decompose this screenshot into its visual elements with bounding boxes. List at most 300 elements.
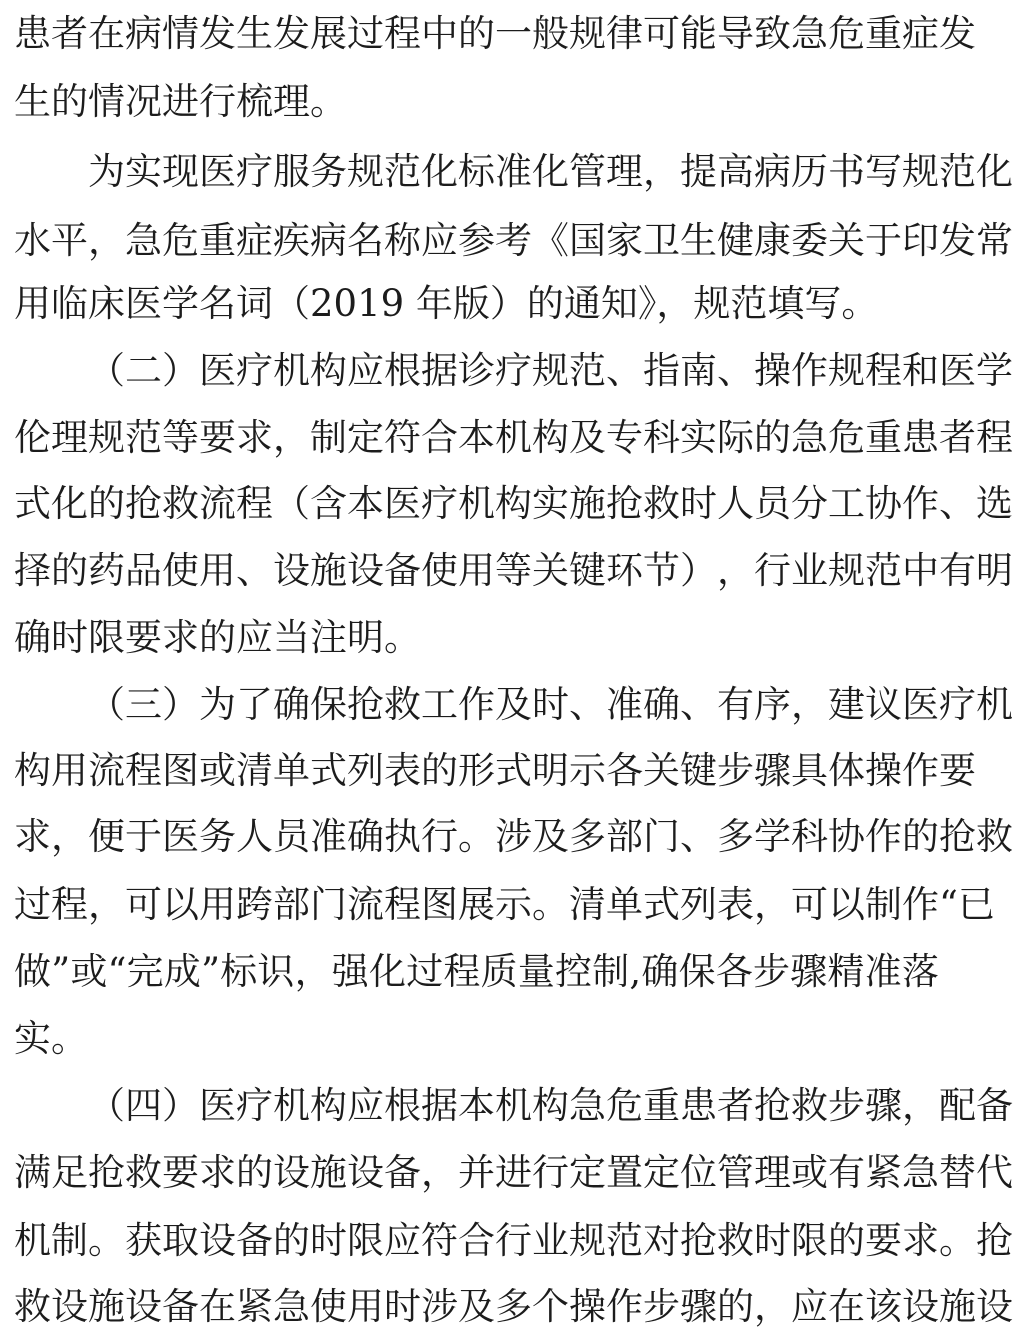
text-char: 表 (717, 883, 754, 926)
text-char: 议 (865, 683, 902, 726)
text-char: 规 (569, 1219, 606, 1262)
text-char: 的 (902, 815, 939, 858)
text-char: 、 (606, 349, 643, 392)
text-char: 选 (976, 482, 1013, 525)
text-char: 展 (310, 12, 347, 55)
text-char: ， (294, 950, 332, 993)
text-char: 范 (384, 150, 421, 193)
text-char: 键 (569, 549, 606, 592)
text-char: 理 (606, 150, 643, 193)
text-char: 要 (865, 1219, 902, 1262)
text-char: 在 (199, 1285, 236, 1328)
text-char: 准 (495, 150, 532, 193)
text-char: 作 (865, 815, 902, 858)
text-char: 保 (310, 683, 347, 726)
text-char: 现 (162, 150, 199, 193)
text-char: 设 (347, 549, 384, 592)
text-char: 患 (680, 1084, 717, 1127)
text-char: 构 (532, 416, 569, 459)
text-char: 救 (14, 1285, 51, 1328)
text-line (14, 741, 976, 801)
text-char: 满 (14, 1151, 51, 1194)
text-char: 设 (902, 1285, 939, 1328)
text-char: 重 (199, 219, 236, 262)
text-char: 程 (976, 416, 1013, 459)
text-line (14, 1143, 1013, 1203)
text-char: 有 (717, 683, 754, 726)
text-char: 列 (680, 883, 717, 926)
text-char: 时 (310, 1219, 347, 1262)
text-char: 行 (754, 549, 791, 592)
text-char: 施 (939, 1285, 976, 1328)
text-char: 清 (569, 883, 606, 926)
text-char: ， (88, 883, 125, 926)
text-char: 使 (310, 1285, 347, 1328)
text-char: 及 (532, 815, 569, 858)
text-char: 规 (828, 549, 865, 592)
text-char: 药 (88, 549, 125, 592)
text-char: 人 (717, 482, 754, 525)
text-char: 施 (88, 1285, 125, 1328)
text-char: 作 (458, 683, 495, 726)
text-char: （ (273, 482, 310, 525)
text-char: 具 (791, 749, 828, 792)
text-char: 范 (125, 416, 162, 459)
text-char: 制 (865, 883, 902, 926)
text-char: 的 (754, 416, 791, 459)
text-char: 步 (753, 950, 790, 993)
text-char: 保 (678, 950, 716, 993)
text-line (14, 1211, 1013, 1271)
text-char: 的 (828, 1219, 865, 1262)
text-char: 设 (347, 1151, 384, 1194)
text-char: 限 (791, 1219, 828, 1262)
text-char: 合 (421, 416, 458, 459)
text-char: 程 (384, 12, 421, 55)
text-char: 卫 (643, 219, 680, 262)
text-line (14, 474, 1013, 534)
text-line (14, 408, 1013, 468)
text-char: 及 (458, 1285, 495, 1328)
text-char: 各 (715, 950, 753, 993)
text-char: 疗 (236, 1084, 273, 1127)
text-char: 生 (236, 12, 273, 55)
text-char: 中 (421, 12, 458, 55)
text-char: 抢 (347, 683, 384, 726)
text-char: 名 (347, 219, 384, 262)
text-char: 式 (14, 482, 51, 525)
text-char: 据 (421, 349, 458, 392)
text-char: 化 (369, 950, 406, 993)
text-char: 示 (495, 883, 532, 926)
text-char: “ (107, 950, 127, 993)
text-char: 品 (125, 549, 162, 592)
text-line (88, 341, 1013, 401)
text-char: ） (680, 549, 717, 592)
text-char: 图 (162, 749, 199, 792)
text-char: 足 (51, 1151, 88, 1194)
text-char: 部 (273, 883, 310, 926)
text-line (14, 942, 939, 1002)
text-char: 的 (458, 12, 495, 55)
text-char: 部 (606, 815, 643, 858)
text-char: 设 (199, 1219, 236, 1262)
text-char: 符 (384, 416, 421, 459)
text-char: 量 (517, 950, 555, 993)
text-char: 可 (125, 883, 162, 926)
text-char: ， (717, 549, 754, 592)
text-char: 进 (495, 1151, 532, 1194)
text-char: 识 (257, 950, 295, 993)
text-char: 施 (569, 482, 606, 525)
text-char: 作 (902, 482, 939, 525)
text-char: ） (162, 1084, 199, 1127)
text-char: 跨 (236, 883, 273, 926)
text-char: 涉 (421, 1285, 458, 1328)
text-char: 伦 (14, 416, 51, 459)
text-char: 应 (347, 349, 384, 392)
text-char: 规 (569, 12, 606, 55)
text-char: 急 (569, 1084, 606, 1127)
text-char: 单 (606, 883, 643, 926)
text-line (14, 807, 1013, 867)
text-char: 多 (717, 815, 754, 858)
text-char: 备 (236, 1219, 273, 1262)
text-char: 在 (88, 12, 125, 55)
text-char: 行 (532, 1151, 569, 1194)
text-char: 定 (643, 1151, 680, 1194)
text-char: 专 (606, 416, 643, 459)
text-char: 用 (458, 549, 495, 592)
text-char: 求 (236, 416, 273, 459)
text-char: 备 (384, 549, 421, 592)
text-char: 体 (828, 749, 865, 792)
text-line (88, 142, 1013, 202)
text-char: 实 (532, 482, 569, 525)
text-char: 危 (828, 12, 865, 55)
text-char: 救 (162, 482, 199, 525)
text-char: 务 (310, 150, 347, 193)
text-char: 精 (827, 950, 865, 993)
text-char: 列 (347, 749, 384, 792)
text-char: 明 (976, 549, 1013, 592)
text-char: 备 (162, 1285, 199, 1328)
text-char: 、 (680, 815, 717, 858)
text-char: 学 (976, 349, 1013, 392)
text-char: 科 (643, 416, 680, 459)
text-char: 书 (828, 150, 865, 193)
text-char: , (629, 950, 642, 993)
text-char: 流 (199, 482, 236, 525)
text-char: 。 (458, 815, 495, 858)
text-char: 用 (51, 749, 88, 792)
text-char: ， (902, 1084, 939, 1127)
text-char: 规 (902, 150, 939, 193)
text-char: 业 (532, 1219, 569, 1262)
text-line (14, 211, 1013, 271)
text-char: 时 (680, 482, 717, 525)
text-char: 制 (310, 416, 347, 459)
text-char: 化 (421, 150, 458, 193)
text-char: 范 (939, 150, 976, 193)
text-char: 。 (939, 1219, 976, 1262)
text-char: 能 (680, 12, 717, 55)
text-char: 作 (902, 883, 939, 926)
text-char: 多 (569, 815, 606, 858)
text-char: （ (88, 683, 125, 726)
text-char: 设 (976, 1285, 1013, 1328)
text-line: 用临床医学名词（2019 年版）的通知》，规范填写。 (14, 282, 879, 325)
text-char: 疗 (236, 150, 273, 193)
text-char: 展 (458, 883, 495, 926)
text-char: 工 (421, 683, 458, 726)
text-char: 骤 (754, 749, 791, 792)
text-char: 成 (163, 950, 201, 993)
text-char: ， (754, 1285, 791, 1328)
text-char: 患 (902, 416, 939, 459)
text-char: 康 (754, 219, 791, 262)
text-char: 考 (495, 219, 532, 262)
text-char: 印 (902, 219, 939, 262)
text-char: 要 (199, 416, 236, 459)
text-char: 救 (643, 482, 680, 525)
text-char: 协 (865, 482, 902, 525)
text-char: 、 (569, 683, 606, 726)
text-char: 步 (643, 1285, 680, 1328)
text-char: 危 (828, 416, 865, 459)
text-char: 急 (791, 416, 828, 459)
text-char: 服 (273, 150, 310, 193)
text-char: 行 (495, 1219, 532, 1262)
text-char: 导 (717, 12, 754, 55)
text-char: 有 (939, 549, 976, 592)
text-char: ， (273, 416, 310, 459)
text-char: 用 (199, 883, 236, 926)
text-char: 程 (51, 883, 88, 926)
text-char: 根 (384, 1084, 421, 1127)
text-char: ， (51, 815, 88, 858)
text-char: 抢 (939, 815, 976, 858)
text-char: 委 (791, 219, 828, 262)
text-char: ， (754, 883, 791, 926)
text-line (14, 541, 1013, 601)
text-char: 时 (384, 1285, 421, 1328)
text-char: 式 (643, 883, 680, 926)
text-char: 机 (976, 683, 1013, 726)
text-char: 高 (717, 150, 754, 193)
text-char: 程 (865, 349, 902, 392)
text-char: 《 (532, 219, 569, 262)
text-char: 设 (125, 1285, 162, 1328)
text-char: 已 (957, 883, 995, 926)
text-char: 准 (606, 683, 643, 726)
text-char: 实 (125, 150, 162, 193)
text-char: 的 (273, 1219, 310, 1262)
text-char: 急 (273, 1285, 310, 1328)
text-char: 规 (88, 416, 125, 459)
text-char: ” (201, 950, 220, 993)
text-char: 救 (125, 1151, 162, 1194)
text-char: 重 (865, 12, 902, 55)
text-char: 的 (236, 1151, 273, 1194)
text-char: 关 (828, 219, 865, 262)
text-char: 求 (14, 815, 51, 858)
text-char: 并 (458, 1151, 495, 1194)
text-char: 准 (310, 815, 347, 858)
text-char: 理 (754, 1151, 791, 1194)
text-char: 或 (70, 950, 108, 993)
text-char: 和 (902, 349, 939, 392)
text-char: 情 (162, 12, 199, 55)
text-char: 位 (680, 1151, 717, 1194)
text-char: 的 (88, 482, 125, 525)
text-char: 个 (532, 1285, 569, 1328)
text-char: 形 (458, 749, 495, 792)
text-char: 危 (162, 219, 199, 262)
text-char: 际 (717, 416, 754, 459)
text-char: 确 (347, 815, 384, 858)
text-char: 门 (310, 883, 347, 926)
text-char: 过 (347, 12, 384, 55)
text-line (14, 875, 995, 935)
text-char: 常 (976, 219, 1013, 262)
text-char: ， (791, 683, 828, 726)
text-char: 行 (421, 815, 458, 858)
text-char: 序 (754, 683, 791, 726)
text-char: 医 (199, 150, 236, 193)
text-char: 备 (976, 1084, 1013, 1127)
text-char: 规 (347, 150, 384, 193)
text-char: 确 (273, 683, 310, 726)
text-char: 时 (754, 1219, 791, 1262)
text-char: 节 (643, 549, 680, 592)
text-char: 患 (14, 12, 51, 55)
text-char: 救 (717, 1219, 754, 1262)
text-line (14, 1277, 1013, 1337)
text-char: 救 (976, 815, 1013, 858)
text-char: 医 (199, 1084, 236, 1127)
text-char: 骤 (790, 950, 828, 993)
text-char: 标 (220, 950, 258, 993)
text-char: 发 (273, 12, 310, 55)
text-char: 平 (51, 219, 88, 262)
text-char: 要 (162, 1151, 199, 1194)
text-char: 抢 (88, 1151, 125, 1194)
text-char: 使 (162, 549, 199, 592)
text-char: 构 (14, 749, 51, 792)
text-char: 应 (347, 1084, 384, 1127)
text-char: 了 (236, 683, 273, 726)
text-char: （ (88, 1084, 125, 1127)
text-char: 及 (569, 416, 606, 459)
text-char: 规 (532, 349, 569, 392)
text-line (14, 4, 976, 64)
text-char: 制 (592, 950, 630, 993)
text-char: 取 (162, 1219, 199, 1262)
text-char: 于 (865, 219, 902, 262)
text-char: 做 (14, 950, 51, 993)
text-char: 、 (939, 482, 976, 525)
text-char: 程 (443, 950, 481, 993)
text-char: 应 (384, 1219, 421, 1262)
text-char: 流 (88, 749, 125, 792)
text-char: 施 (310, 549, 347, 592)
text-char: 求 (199, 1151, 236, 1194)
text-char: ， (88, 219, 125, 262)
text-char: 律 (606, 12, 643, 55)
text-char: 择 (14, 549, 51, 592)
text-char: 确 (641, 950, 679, 993)
text-char: 限 (347, 1219, 384, 1262)
text-char: 医 (902, 683, 939, 726)
text-char: 紧 (236, 1285, 273, 1328)
text-char: 在 (828, 1285, 865, 1328)
text-char: 要 (939, 749, 976, 792)
text-char: 写 (865, 150, 902, 193)
text-char: 可 (643, 12, 680, 55)
text-char: 示 (569, 749, 606, 792)
text-char: 中 (902, 549, 939, 592)
text-char: 应 (421, 219, 458, 262)
text-char: 构 (310, 1084, 347, 1127)
text-char: 步 (828, 1084, 865, 1127)
text-char: 代 (976, 1151, 1013, 1194)
text-char: 操 (754, 349, 791, 392)
text-char: 理 (51, 416, 88, 459)
text-char: 医 (199, 349, 236, 392)
text-char: 流 (347, 883, 384, 926)
text-char: 机 (458, 482, 495, 525)
text-char: 管 (569, 150, 606, 193)
text-char: 机 (14, 1219, 51, 1262)
text-char: 的 (717, 1285, 754, 1328)
text-char: 构 (310, 349, 347, 392)
text-char: 有 (828, 1151, 865, 1194)
text-char: 救 (384, 683, 421, 726)
text-char: 施 (310, 1151, 347, 1194)
text-char: 据 (421, 1084, 458, 1127)
text-char: 时 (532, 683, 569, 726)
text-char: 务 (199, 815, 236, 858)
text-char: 构 (495, 482, 532, 525)
text-char: 等 (495, 549, 532, 592)
text-char: 发 (939, 12, 976, 55)
text-char: 以 (162, 883, 199, 926)
text-line: 确时限要求的应当注明。 (14, 616, 421, 659)
text-char: 发 (199, 12, 236, 55)
text-char: 置 (606, 1151, 643, 1194)
text-char: 症 (902, 12, 939, 55)
text-char: 用 (199, 549, 236, 592)
text-char: 。 (532, 883, 569, 926)
text-char: 、 (680, 683, 717, 726)
text-char: 为 (88, 150, 125, 193)
text-char: 键 (680, 749, 717, 792)
text-char: 等 (162, 416, 199, 459)
text-char: 操 (569, 1285, 606, 1328)
text-char: 危 (606, 1084, 643, 1127)
text-char: 称 (384, 219, 421, 262)
text-char: 表 (384, 749, 421, 792)
text-char: 人 (236, 815, 273, 858)
text-char: 医 (162, 815, 199, 858)
text-char: 明 (532, 749, 569, 792)
text-char: 四 (125, 1084, 162, 1127)
text-line (88, 675, 1013, 735)
text-char: 抢 (606, 482, 643, 525)
text-char: 制 (51, 1219, 88, 1262)
text-char: 急 (902, 1151, 939, 1194)
